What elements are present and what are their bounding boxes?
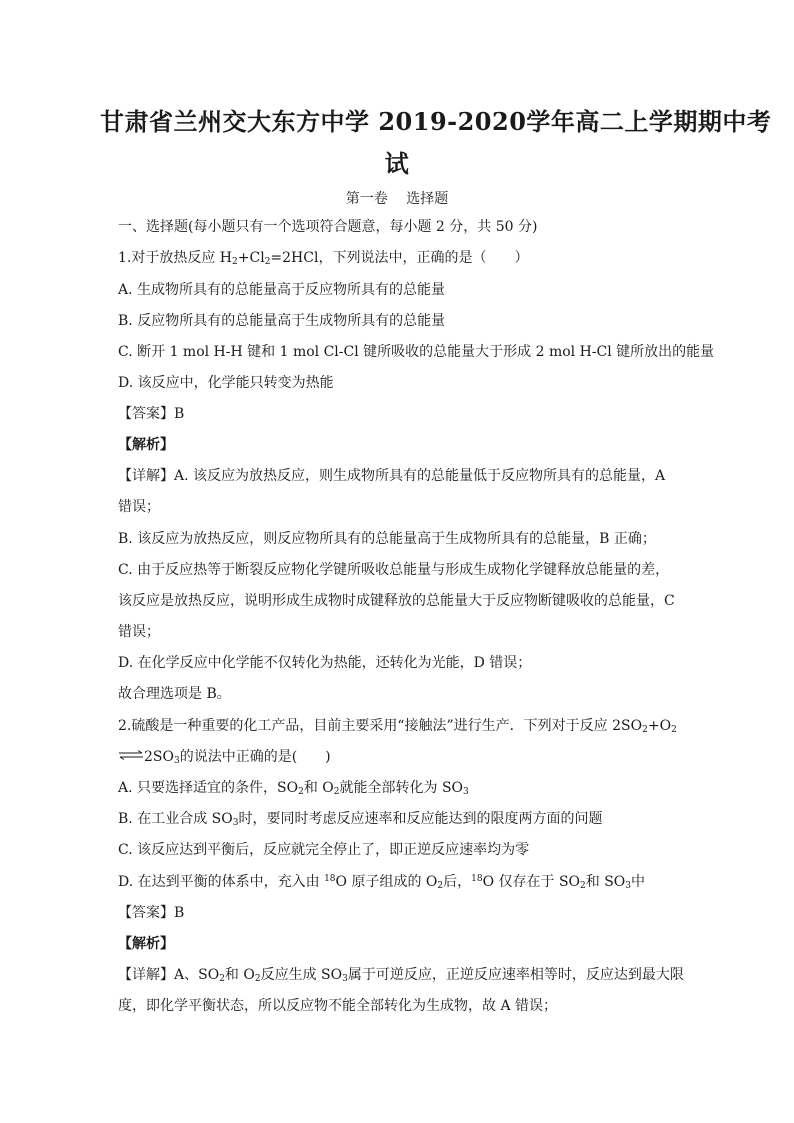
q2-stem: 2.硫酸是一种重要的化工产品，目前主要采用“接触法”进行生产．下列对于反应 $2SO_2+O_2$ [118,718,677,735]
q1-detail-c-cont: 该反应是放热反应，说明形成生成物时成键释放的总能量大于反应物断键吸收的总能量，C [118,593,675,609]
q1-option-b: B. 反应物所具有的总能量高于生成物所具有的总能量 [118,313,446,329]
q2-option-d: D. 在达到平衡的体系中，充入由 $^{18}$O 原子组成的 $O_2$后，$^{18}$O 仅存在于 $SO_2$和 $SO_3$中 [118,874,646,891]
q2-detail-a-cont: 度，即化学平衡状态，所以反应物不能全部转化为生成物，故 A 错误； [118,998,558,1014]
document-title-line1: 甘肃省兰州交大东方中学 2019-2020学年高二上学期期中考 [100,107,772,136]
q1-detail-d: D. 在化学反应中化学能不仅转化为热能，还转化为光能，D 错误； [118,655,532,671]
q2-option-a: A. 只要选择适宜的条件，$SO_2$和 $O_2$就能全部转化为 $SO_3$ [118,780,469,797]
q1-stem: 1.对于放热反应 $H_2+Cl_2=2HCl$，下列说法中，正确的是（ ） [118,250,529,267]
q2-stem-cont: $2SO_3$的说法中正确的是( ) [118,748,678,766]
q2-option-c: C. 该反应达到平衡后，反应就完全停止了，即正逆反应速率均为零 [118,842,530,858]
section-heading: 一、选择题(每小题只有一个选项符合题意，每小题 2 分，共 50 分) [118,219,538,235]
q2-answer: 【答案】B [118,905,185,921]
q1-option-c: C. 断开 1 mol H-H 键和 1 mol Cl-Cl 键所吸收的总能量大于形成 2 mol H-Cl 键所放出的能量 [118,344,715,360]
q1-answer: 【答案】B [118,406,185,422]
q2-option-b: B. 在工业合成 $SO_3$时，要同时考虑反应速率和反应能达到的限度两方面的问题 [118,811,603,828]
q2-analysis-label: 【解析】 [118,936,174,952]
q1-detail-a: 【详解】A. 该反应为放热反应，则生成物所具有的总能量低于反应物所具有的总能量，A [118,468,666,484]
q1-detail-c-cont2: 错误； [118,624,160,640]
q1-analysis-label: 【解析】 [118,437,174,453]
q1-detail-b: B. 该反应为放热反应，则反应物所具有的总能量高于生成物所具有的总能量，B 正确； [118,531,656,547]
q1-option-a: A. 生成物所具有的总能量高于反应物所具有的总能量 [118,282,446,298]
q1-detail-a-cont: 错误； [118,499,160,515]
equilibrium-arrow-icon [118,750,144,760]
q1-detail-c: C. 由于反应热等于断裂反应物化学键所吸收总能量与形成生成物化学键释放总能量的差， [118,562,670,578]
q2-detail-a: 【详解】A、$SO_2$和 $O_2$反应生成 $SO_3$属于可逆反应，正逆反应速率相等时，反应达到最大限 [118,967,684,984]
volume-heading: 第一卷 选择题 [345,191,449,207]
document-title-line2: 试 [384,149,410,178]
q1-option-d: D. 该反应中，化学能只转变为热能 [118,375,334,391]
q1-conclusion: 故合理选项是 B。 [118,686,231,702]
